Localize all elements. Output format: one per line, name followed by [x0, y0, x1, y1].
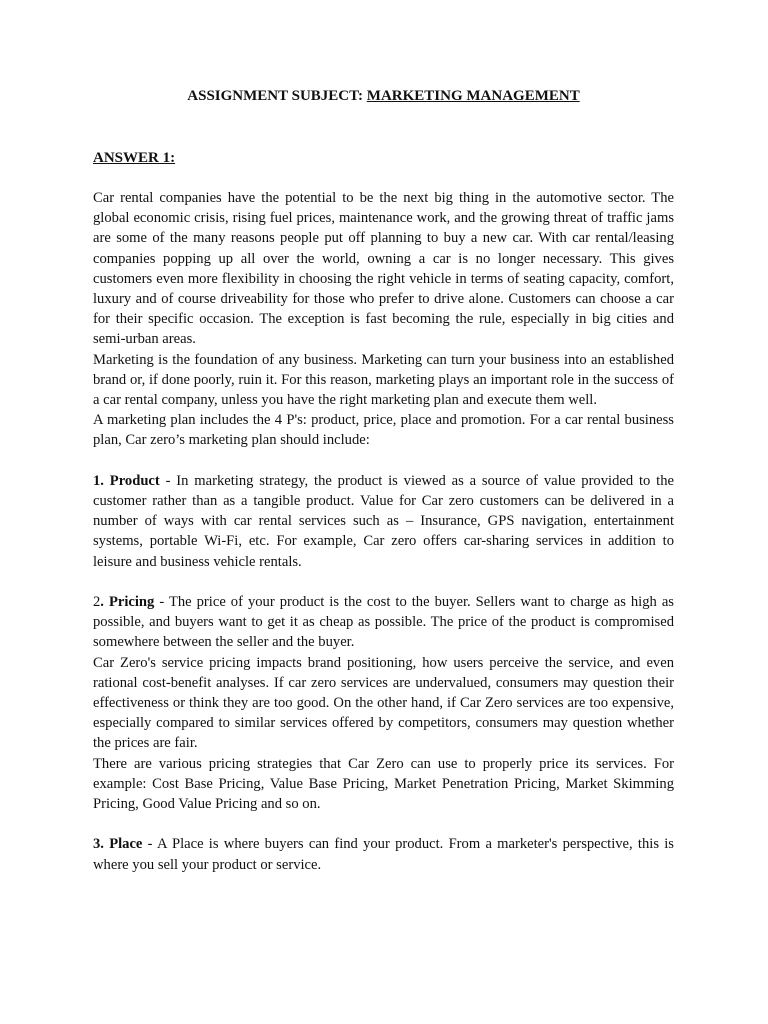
- intro-paragraph-3: A marketing plan includes the 4 P's: product, price, place and promotion. For a car rental business plan, Car zero’s marketing plan should include:: [93, 412, 674, 449]
- intro-paragraph-2: Marketing is the foundation of any business. Marketing can turn your business into an established brand or, if done poorly, ruin it. For this reason, marketing plays an important role in the success of a car rental company, unless you have the right marketing plan and execute them well.: [93, 351, 674, 409]
- spacer: [93, 451, 674, 471]
- product-lead: 1. Product: [93, 472, 160, 489]
- document-page: [93, 86, 674, 875]
- place-lead: 3. Place: [93, 836, 143, 853]
- document-title: [93, 86, 674, 106]
- pricing-paragraph-3: There are various pricing strategies that Car Zero can use to properly price its services. For example: Cost Base Pricing, Value Base Pricing, Market Penetration Pricing, Market Skimming Pricing, Good Value Pricing and so on.: [93, 755, 674, 813]
- place-paragraph: [93, 834, 674, 874]
- pricing-lead: . Pricing: [100, 594, 155, 611]
- spacer: [93, 814, 674, 834]
- pricing-lead-number: 2: [93, 594, 101, 611]
- title-subject: MARKETING MANAGEMENT: [366, 88, 580, 104]
- spacer: [93, 572, 674, 592]
- product-paragraph: [93, 471, 674, 572]
- pricing-paragraph: [93, 592, 674, 653]
- answer-heading: ANSWER 1:: [93, 150, 176, 166]
- pricing-text: - The price of your product is the cost to the buyer. Sellers want to charge as high as possible, and buyers want to get it as cheap as possible. The price of the product is compromised somewhere between the seller and the buyer.: [93, 594, 674, 651]
- place-text: - A Place is where buyers can find your product. From a marketer's perspective, this is where you sell your product or service.: [93, 836, 674, 873]
- product-text: - In marketing strategy, the product is viewed as a source of value provided to the customer rather than as a tangible product. Value for Car zero customers can be delivered in a number of ways with car rental services such as – Insurance, GPS navigation, entertainment systems, portable Wi-Fi, etc. For example, Car zero offers car-sharing services in addition to leisure and business vehicle rentals.: [93, 472, 674, 570]
- title-prefix: ASSIGNMENT SUBJECT:: [187, 88, 367, 104]
- pricing-paragraph-2: Car Zero's service pricing impacts brand positioning, how users perceive the service, and even rational cost-benefit analyses. If car zero services are undervalued, consumers may question their effectiveness or think they are too good. On the other hand, if Car Zero services are too expensive, especially compared to similar services offered by competitors, consumers may question whether the prices are fair.: [93, 654, 674, 752]
- intro-paragraph-1: Car rental companies have the potential to be the next big thing in the automotive sector. The global economic crisis, rising fuel prices, maintenance work, and the growing threat of traffic jams are some of the many reasons people put off planning to buy a new car. With car rental/leasing companies popping up all over the world, owning a car is no longer necessary. This gives customers even more flexibility in choosing the right vehicle in terms of seating capacity, comfort, luxury and of course driveability for those who prefer to drive alone. Customers can choose a car for their specific occasion. The exception is fast becoming the rule, especially in big cities and semi-urban areas.: [93, 190, 674, 348]
